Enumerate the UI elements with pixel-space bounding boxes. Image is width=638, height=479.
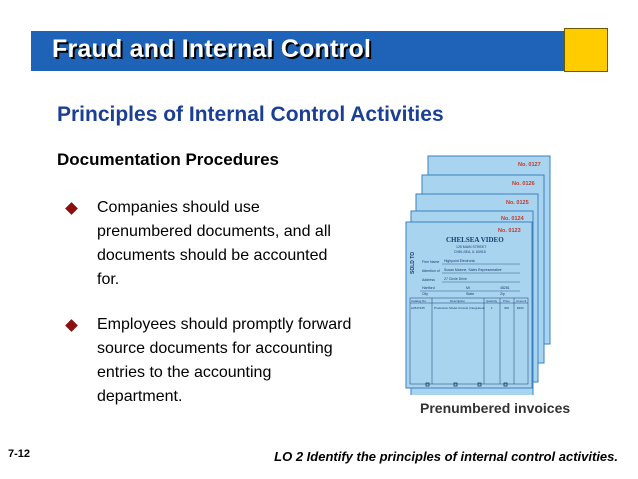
field-label-firm: Firm Name <box>422 260 440 264</box>
slide-number: 7-12 <box>8 448 31 460</box>
field-value-firm: Highpoint Electronic <box>444 259 476 263</box>
field-value-state: MI <box>466 286 470 290</box>
invoice-address-1: 125 MAIN STREET <box>456 245 487 249</box>
bullet-text-1: Companies should use prenumbered documents, and all documents should be accounted for. <box>97 199 331 288</box>
table-cell-amount: $300 <box>517 306 524 310</box>
section-heading: Documentation Procedures <box>57 150 279 169</box>
figure-caption: Prenumbered invoices <box>420 400 571 416</box>
field-label-address: Address <box>422 278 435 282</box>
invoice-address-2: CHELSEA, IL 60915 <box>454 250 486 254</box>
field-label-state: State <box>466 292 475 296</box>
accent-square <box>564 28 608 72</box>
bullet-text-2: Employees should promptly forward source documents for accounting entries to the accounting department. <box>97 316 352 405</box>
slide-title: Fraud and Internal Control <box>52 35 372 63</box>
diamond-bullet-icon <box>65 202 78 215</box>
diamond-bullet-icon <box>65 319 78 332</box>
learning-objective: LO 2 Identify the principles of internal control activities. <box>274 449 618 464</box>
table-header-price: Price <box>503 299 510 303</box>
table-header-amount: Amount <box>516 299 527 303</box>
invoice-front <box>406 222 532 388</box>
field-label-attention: Attention of <box>422 269 440 273</box>
sold-to-label: SOLD TO <box>410 251 416 274</box>
table-cell-price: 300 <box>504 306 510 310</box>
slide-subtitle: Principles of Internal Control Activities <box>57 103 444 126</box>
invoice-number-5: No. 0127 <box>518 162 541 168</box>
table-header-quantity: Quantity <box>486 299 498 303</box>
prenumbered-invoices-illustration <box>400 150 560 395</box>
invoice-company-name: CHELSEA VIDEO <box>446 236 504 244</box>
field-label-zip: Zip <box>500 292 505 296</box>
field-value-address: 27 Circle Drive <box>444 277 467 281</box>
field-label-city: City <box>422 292 429 296</box>
field-value-city: Hartford <box>422 286 435 290</box>
table-header-catalog: Catalog No. <box>411 299 427 303</box>
invoice-number-2: No. 0124 <box>501 216 524 222</box>
table-cell-description: Production Model Circuits (Integrated) <box>434 306 485 310</box>
field-value-attention: Susan Malone, Sales Representative <box>444 268 502 272</box>
invoice-number-1: No. 0123 <box>498 228 521 234</box>
field-value-zip: 48281 <box>500 286 510 290</box>
table-cell-catalog: A2547Z45 <box>411 306 425 310</box>
invoice-number-3: No. 0125 <box>506 200 529 206</box>
invoice-number-4: No. 0126 <box>512 181 535 187</box>
table-cell-quantity: 1 <box>491 306 493 310</box>
table-header-description: Description <box>450 299 466 303</box>
